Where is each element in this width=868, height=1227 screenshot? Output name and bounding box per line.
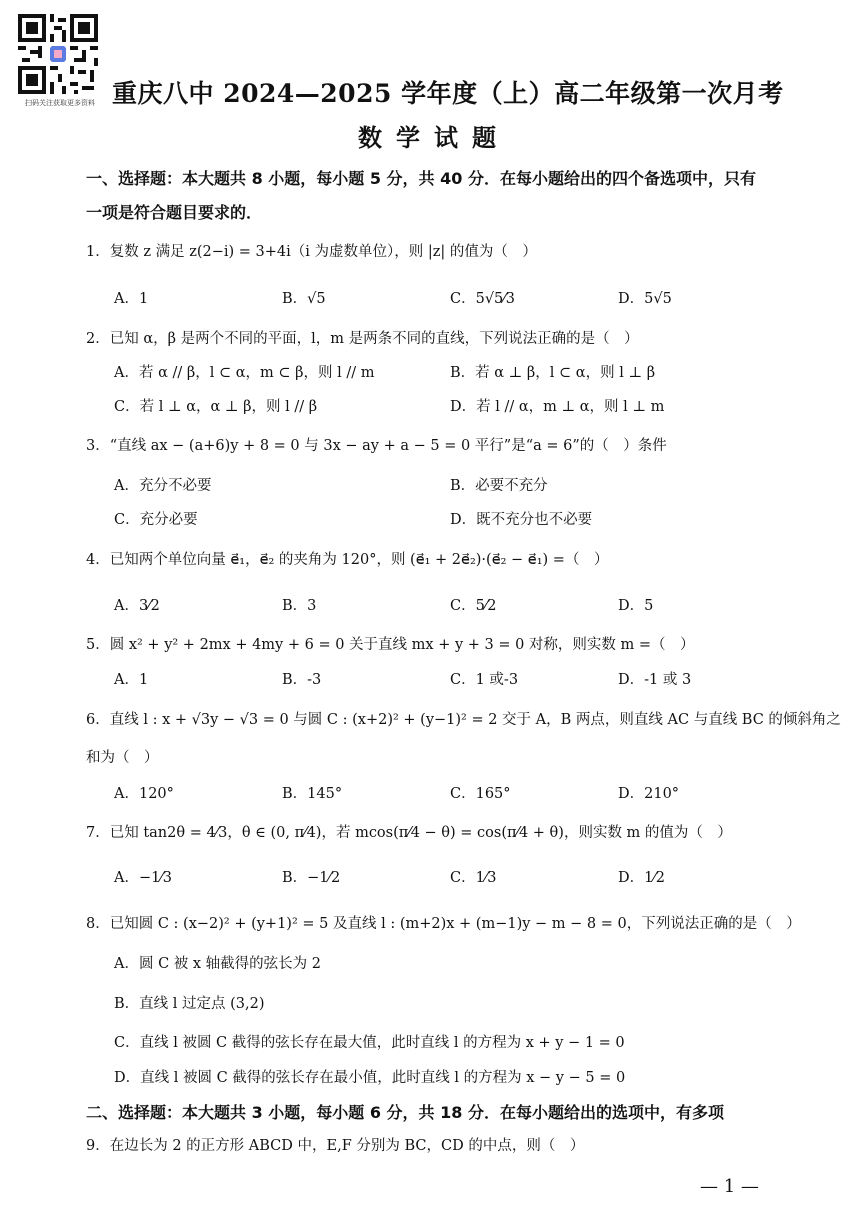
question-7: 7．已知 tan2θ = 4⁄3，θ ∈ (0, π⁄4)，若 mcos(π⁄4 − θ) = cos(π⁄4 + θ)，则实数 m 的值为（ ） [86,825,732,841]
q5-option-c: C．1 或-3 [450,672,519,688]
q1-option-c: C．5√5⁄3 [450,291,515,307]
q5-option-d: D．-1 或 3 [618,672,692,688]
q3-option-c: C．充分必要 [114,512,198,528]
question-8: 8．已知圆 C : (x−2)² + (y+1)² = 5 及直线 l : (m+2)x + (m−1)y − m − 8 = 0，下列说法正确的是（ ） [86,916,801,932]
section-heading-cont: 一项是符合题目要求的． [86,203,263,222]
section-heading: 一、选择题：本大题共 8 小题，每小题 5 分，共 40 分．在每小题给出的四个备选项中，只有 [86,169,756,188]
q8-option-c: C．直线 l 被圆 C 截得的弦长存在最大值，此时直线 l 的方程为 x + y − 1 = 0 [114,1035,625,1051]
q3-option-b: B．必要不充分 [450,478,548,494]
q6-option-b: B．145° [282,786,343,802]
question-6-cont: 和为（ ） [86,750,159,766]
q1-option-d: D．5√5 [618,291,672,307]
question-3: 3．“直线 ax − (a+6)y + 8 = 0 与 3x − ay + a − 5 = 0 平行”是“a = 6”的（ ）条件 [86,438,667,454]
q8-option-b: B．直线 l 过定点 (3,2) [114,996,265,1012]
qr-code [18,14,98,94]
q7-option-b: B．−1⁄2 [282,870,341,886]
q2-option-c: C．若 l ⊥ α，α ⊥ β，则 l // β [114,399,318,415]
q6-option-d: D．210° [618,786,680,802]
q1-option-a: A．1 [114,291,149,307]
q5-option-b: B．-3 [282,672,322,688]
question-4: 4．已知两个单位向量 e⃗₁，e⃗₂ 的夹角为 120°，则 (e⃗₁ + 2e⃗₂)·(e⃗₂ − e⃗₁) =（ ） [86,552,609,568]
q2-option-b: B．若 α ⊥ β，l ⊂ α，则 l ⊥ β [450,365,656,381]
q3-option-a: A．充分不必要 [114,478,212,494]
q6-option-c: C．165° [450,786,511,802]
q4-option-d: D．5 [618,598,654,614]
q8-option-d: D．直线 l 被圆 C 截得的弦长存在最小值，此时直线 l 的方程为 x − y − 5 = 0 [114,1070,626,1086]
q4-option-c: C．5⁄2 [450,598,497,614]
q7-option-a: A．−1⁄3 [114,870,172,886]
q3-option-d: D．既不充分也不必要 [450,512,593,528]
q8-option-a: A．圆 C 被 x 轴截得的弦长为 2 [114,956,322,972]
question-1: 1．复数 z 满足 z(2−i) = 3+4i（i 为虚数单位），则 |z| 的值为（ ） [86,244,537,260]
q4-option-a: A．3⁄2 [114,598,160,614]
q7-option-d: D．1⁄2 [618,870,665,886]
q2-option-a: A．若 α // β，l ⊂ α，m ⊂ β，则 l // m [114,365,375,381]
qr-caption: 扫码关注获取更多资料 [25,99,95,107]
exam-title: 重庆八中 2024—2025 学年度（上）高二年级第一次月考 [112,79,784,108]
q4-option-b: B．3 [282,598,317,614]
question-6: 6．直线 l : x + √3y − √3 = 0 与圆 C : (x+2)² + (y−1)² = 2 交于 A，B 两点，则直线 AC 与直线 BC 的倾斜角之 [86,712,841,728]
question-5: 5．圆 x² + y² + 2mx + 4my + 6 = 0 关于直线 mx + y + 3 = 0 对称，则实数 m =（ ） [86,637,695,653]
page-number: — 1 — [700,1176,759,1197]
q6-option-a: A．120° [114,786,174,802]
q7-option-c: C．1⁄3 [450,870,497,886]
question-2: 2．已知 α，β 是两个不同的平面，l，m 是两条不同的直线，下列说法正确的是（ ） [86,331,639,347]
exam-subtitle: 数学试题 [358,123,510,152]
q1-option-b: B．√5 [282,291,326,307]
question-9: 9．在边长为 2 的正方形 ABCD 中，E,F 分别为 BC，CD 的中点，则（ ） [86,1138,585,1154]
q5-option-a: A．1 [114,672,149,688]
q2-option-d: D．若 l // α，m ⊥ α，则 l ⊥ m [450,399,665,415]
section-2-heading: 二、选择题：本大题共 3 小题，每小题 6 分，共 18 分．在每小题给出的选项中，有多项 [86,1103,724,1122]
